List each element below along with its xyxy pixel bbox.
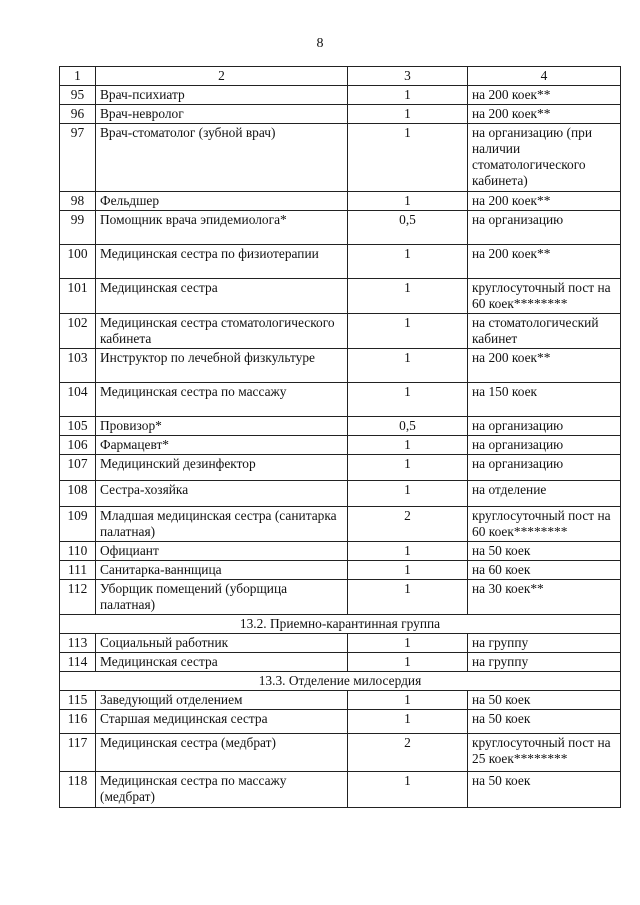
staffing-norm: на 30 коек**	[468, 580, 621, 615]
position-name: Медицинский дезинфектор	[96, 455, 348, 481]
section-title: 13.2. Приемно-карантинная группа	[60, 615, 621, 634]
table-row	[60, 279, 621, 314]
staffing-norm: на организацию	[468, 417, 621, 436]
table-row	[60, 634, 621, 653]
table-row	[60, 192, 621, 211]
table-row	[60, 105, 621, 124]
table-row	[60, 314, 621, 349]
header-cell-4: 4	[468, 67, 621, 86]
position-name: Врач-стоматолог (зубной врач)	[96, 124, 348, 192]
position-name: Младшая медицинская сестра (санитарка палатная)	[96, 507, 348, 542]
position-name: Медицинская сестра по массажу	[96, 383, 348, 417]
staffing-norm: на 50 коек	[468, 542, 621, 561]
row-number: 112	[60, 580, 96, 615]
row-number: 111	[60, 561, 96, 580]
row-number: 104	[60, 383, 96, 417]
position-name: Старшая медицинская сестра	[96, 710, 348, 734]
position-name: Санитарка-ваннщица	[96, 561, 348, 580]
staff-count: 2	[348, 507, 468, 542]
staff-count: 1	[348, 245, 468, 279]
staffing-norm: на группу	[468, 634, 621, 653]
staffing-norm: на 200 коек**	[468, 86, 621, 105]
position-name: Помощник врача эпидемиолога*	[96, 211, 348, 245]
row-number: 102	[60, 314, 96, 349]
staff-count: 1	[348, 105, 468, 124]
position-name: Медицинская сестра	[96, 653, 348, 672]
staff-count: 1	[348, 691, 468, 710]
staff-count: 1	[348, 279, 468, 314]
table-row	[60, 86, 621, 105]
staff-count: 2	[348, 734, 468, 772]
staffing-table	[59, 66, 621, 808]
table-row	[60, 653, 621, 672]
staffing-norm: на 50 коек	[468, 691, 621, 710]
staffing-norm: на организацию	[468, 455, 621, 481]
row-number: 117	[60, 734, 96, 772]
staffing-norm: на стоматологический кабинет	[468, 314, 621, 349]
position-name: Фармацевт*	[96, 436, 348, 455]
row-number: 100	[60, 245, 96, 279]
position-name: Социальный работник	[96, 634, 348, 653]
staffing-norm: круглосуточный пост на 25 коек********	[468, 734, 621, 772]
staffing-norm: круглосуточный пост на 60 коек********	[468, 507, 621, 542]
row-number: 109	[60, 507, 96, 542]
table-row	[60, 481, 621, 507]
row-number: 95	[60, 86, 96, 105]
staff-count: 1	[348, 542, 468, 561]
table-row	[60, 772, 621, 808]
row-number: 99	[60, 211, 96, 245]
table-row	[60, 710, 621, 734]
row-number: 110	[60, 542, 96, 561]
table-row	[60, 383, 621, 417]
table-body	[60, 67, 621, 808]
table-row	[60, 211, 621, 245]
row-number: 108	[60, 481, 96, 507]
staffing-norm: круглосуточный пост на 60 коек********	[468, 279, 621, 314]
staffing-norm: на организацию	[468, 211, 621, 245]
staffing-norm: на 200 коек**	[468, 349, 621, 383]
staff-count: 1	[348, 86, 468, 105]
staff-count: 1	[348, 314, 468, 349]
staffing-norm: на 50 коек	[468, 772, 621, 808]
table-row	[60, 245, 621, 279]
row-number: 116	[60, 710, 96, 734]
position-name: Медицинская сестра стоматологического кабинета	[96, 314, 348, 349]
staffing-norm: на организацию	[468, 436, 621, 455]
row-number: 98	[60, 192, 96, 211]
staffing-norm: на 150 коек	[468, 383, 621, 417]
row-number: 103	[60, 349, 96, 383]
staffing-norm: на отделение	[468, 481, 621, 507]
staff-count: 1	[348, 580, 468, 615]
table-row	[60, 542, 621, 561]
position-name: Медицинская сестра	[96, 279, 348, 314]
staffing-norm: на 50 коек	[468, 710, 621, 734]
staffing-norm: на группу	[468, 653, 621, 672]
position-name: Заведующий отделением	[96, 691, 348, 710]
section-row	[60, 672, 621, 691]
row-number: 114	[60, 653, 96, 672]
header-row	[60, 67, 621, 86]
position-name: Провизор*	[96, 417, 348, 436]
position-name: Врач-невролог	[96, 105, 348, 124]
staffing-norm: на организацию (при наличии стоматологического кабинета)	[468, 124, 621, 192]
staff-count: 1	[348, 455, 468, 481]
position-name: Врач-психиатр	[96, 86, 348, 105]
table-row	[60, 455, 621, 481]
header-cell-3: 3	[348, 67, 468, 86]
table-row	[60, 734, 621, 772]
table-row	[60, 580, 621, 615]
staff-count: 0,5	[348, 417, 468, 436]
staff-count: 1	[348, 481, 468, 507]
table-row	[60, 417, 621, 436]
row-number: 101	[60, 279, 96, 314]
position-name: Медицинская сестра (медбрат)	[96, 734, 348, 772]
row-number: 105	[60, 417, 96, 436]
position-name: Официант	[96, 542, 348, 561]
table-row	[60, 436, 621, 455]
row-number: 118	[60, 772, 96, 808]
section-row	[60, 615, 621, 634]
staffing-norm: на 200 коек**	[468, 105, 621, 124]
position-name: Уборщик помещений (уборщица палатная)	[96, 580, 348, 615]
staff-count: 1	[348, 124, 468, 192]
row-number: 107	[60, 455, 96, 481]
staffing-norm: на 200 коек**	[468, 192, 621, 211]
staff-count: 1	[348, 772, 468, 808]
position-name: Фельдшер	[96, 192, 348, 211]
table-row	[60, 124, 621, 192]
section-title: 13.3. Отделение милосердия	[60, 672, 621, 691]
table-row	[60, 561, 621, 580]
staff-count: 0,5	[348, 211, 468, 245]
row-number: 106	[60, 436, 96, 455]
header-cell-1: 1	[60, 67, 96, 86]
position-name: Сестра-хозяйка	[96, 481, 348, 507]
position-name: Медицинская сестра по массажу (медбрат)	[96, 772, 348, 808]
staffing-norm: на 200 коек**	[468, 245, 621, 279]
row-number: 97	[60, 124, 96, 192]
staff-count: 1	[348, 653, 468, 672]
header-cell-2: 2	[96, 67, 348, 86]
staff-count: 1	[348, 634, 468, 653]
staff-count: 1	[348, 710, 468, 734]
page-number: 8	[316, 36, 324, 51]
table-row	[60, 691, 621, 710]
row-number: 115	[60, 691, 96, 710]
table-row	[60, 349, 621, 383]
position-name: Инструктор по лечебной физкультуре	[96, 349, 348, 383]
position-name: Медицинская сестра по физиотерапии	[96, 245, 348, 279]
staffing-norm: на 60 коек	[468, 561, 621, 580]
staff-count: 1	[348, 436, 468, 455]
staff-count: 1	[348, 383, 468, 417]
staff-count: 1	[348, 349, 468, 383]
staff-count: 1	[348, 192, 468, 211]
table-row	[60, 507, 621, 542]
row-number: 96	[60, 105, 96, 124]
staff-count: 1	[348, 561, 468, 580]
row-number: 113	[60, 634, 96, 653]
